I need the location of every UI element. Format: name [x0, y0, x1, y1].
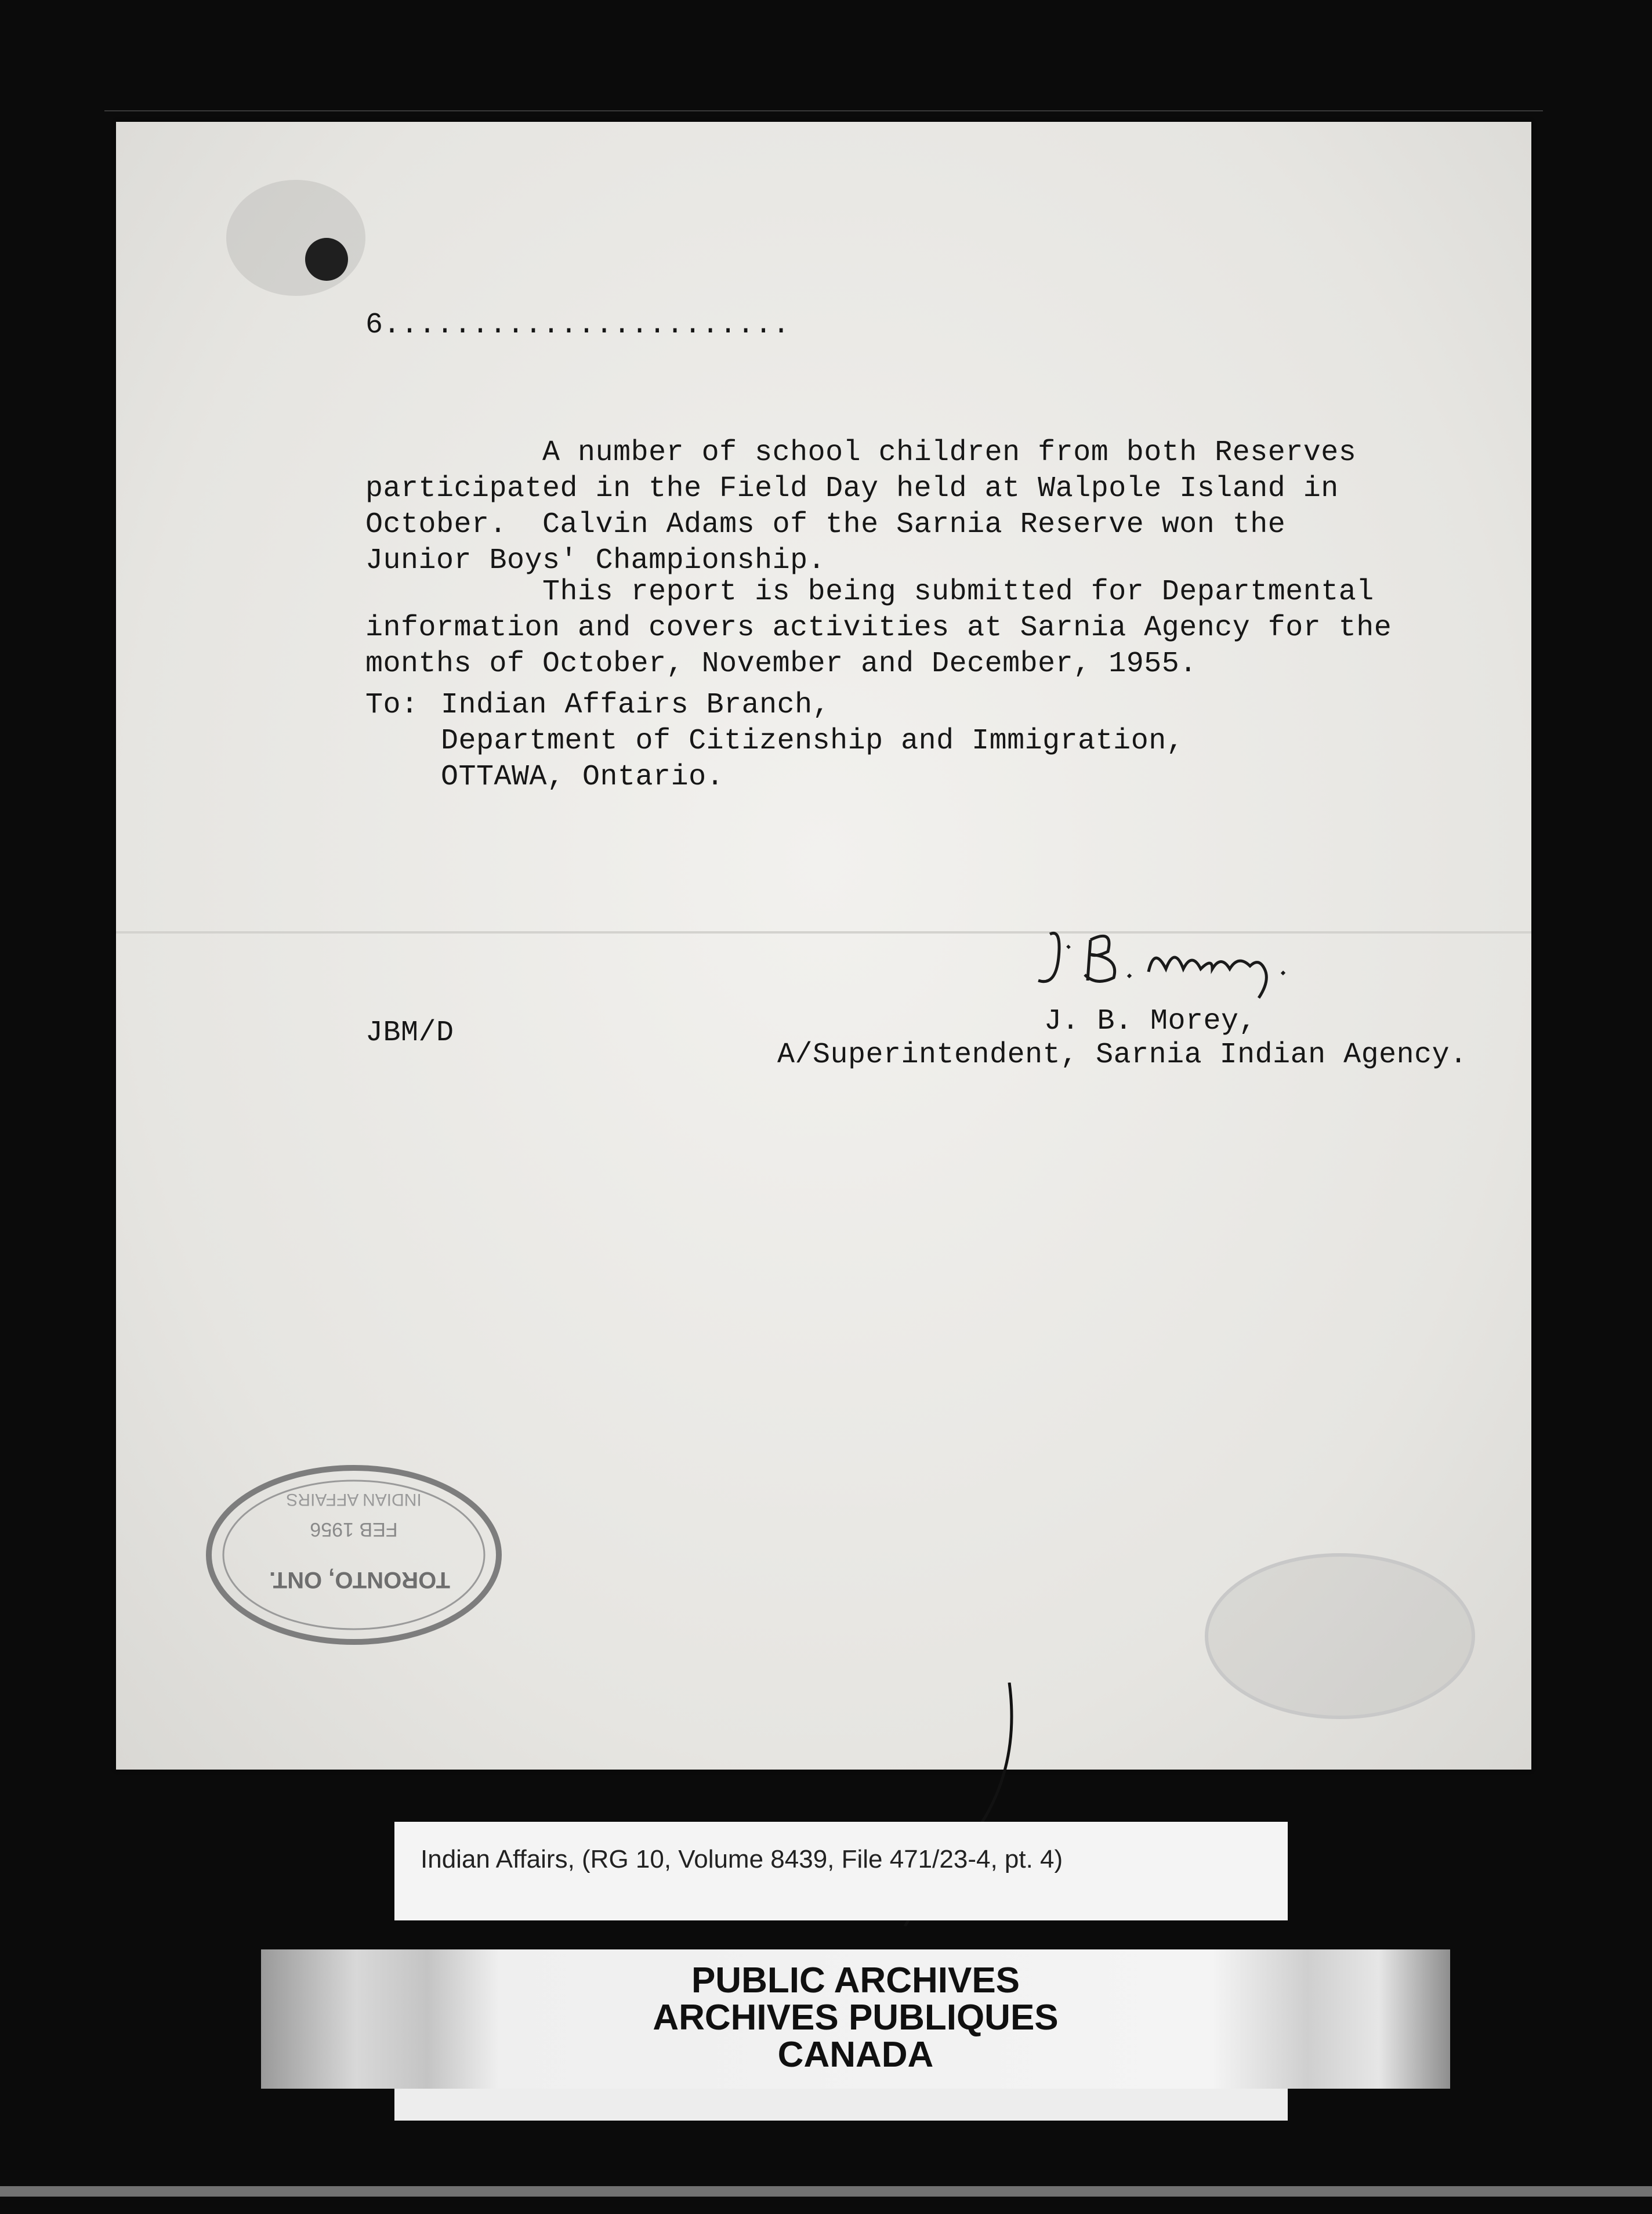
banner-line-public-archives: PUBLIC ARCHIVES — [691, 1960, 1020, 2000]
film-edge-strip — [0, 2186, 1652, 2197]
archive-reference-label — [394, 1822, 1288, 1920]
address-to-label: To: — [365, 689, 419, 722]
banner-bottom-strip — [394, 2089, 1288, 2121]
svg-text:TORONTO, ONT.: TORONTO, ONT. — [269, 1567, 450, 1593]
svg-text:INDIAN AFFAIRS: INDIAN AFFAIRS — [286, 1490, 422, 1509]
signatory-name: J. B. Morey, — [1044, 1005, 1257, 1038]
reference-initials: JBM/D — [365, 1016, 454, 1050]
document-page — [116, 122, 1531, 1770]
archive-banner — [261, 1949, 1450, 2089]
page-number: 6....................... — [365, 309, 791, 342]
received-stamp — [191, 1450, 516, 1659]
smudge-mark — [226, 180, 365, 296]
handwritten-signature — [1027, 923, 1352, 1004]
banner-line-archives-publiques: ARCHIVES PUBLIQUES — [653, 1998, 1059, 2038]
signatory-title: A/Superintendent, Sarnia Indian Agency. — [777, 1039, 1468, 1072]
paragraph-field-day: A number of school children from both Reserves participated in the Field Day held at Walpole Island in October. Calvin Adams of the Sarnia Reserve won the Junior Boys' Championship. — [365, 436, 1357, 577]
archive-banner-text — [261, 1962, 1450, 2074]
address-block: Indian Affairs Branch, Department of Citizenship and Immigration, OTTAWA, Ontario. — [441, 689, 1184, 794]
archive-reference-text: Indian Affairs, (RG 10, Volume 8439, File 471/23-4, pt. 4) — [421, 1845, 1063, 1873]
frame-top-edge — [104, 110, 1543, 111]
banner-line-canada: CANADA — [777, 2035, 934, 2075]
paragraph-report-summary: This report is being submitted for Departmental information and covers activities at Sarnia Agency for the months of October, November and December, 1955. — [365, 576, 1392, 681]
svg-text:FEB 1956: FEB 1956 — [310, 1518, 398, 1540]
faint-stamp — [1195, 1543, 1485, 1729]
